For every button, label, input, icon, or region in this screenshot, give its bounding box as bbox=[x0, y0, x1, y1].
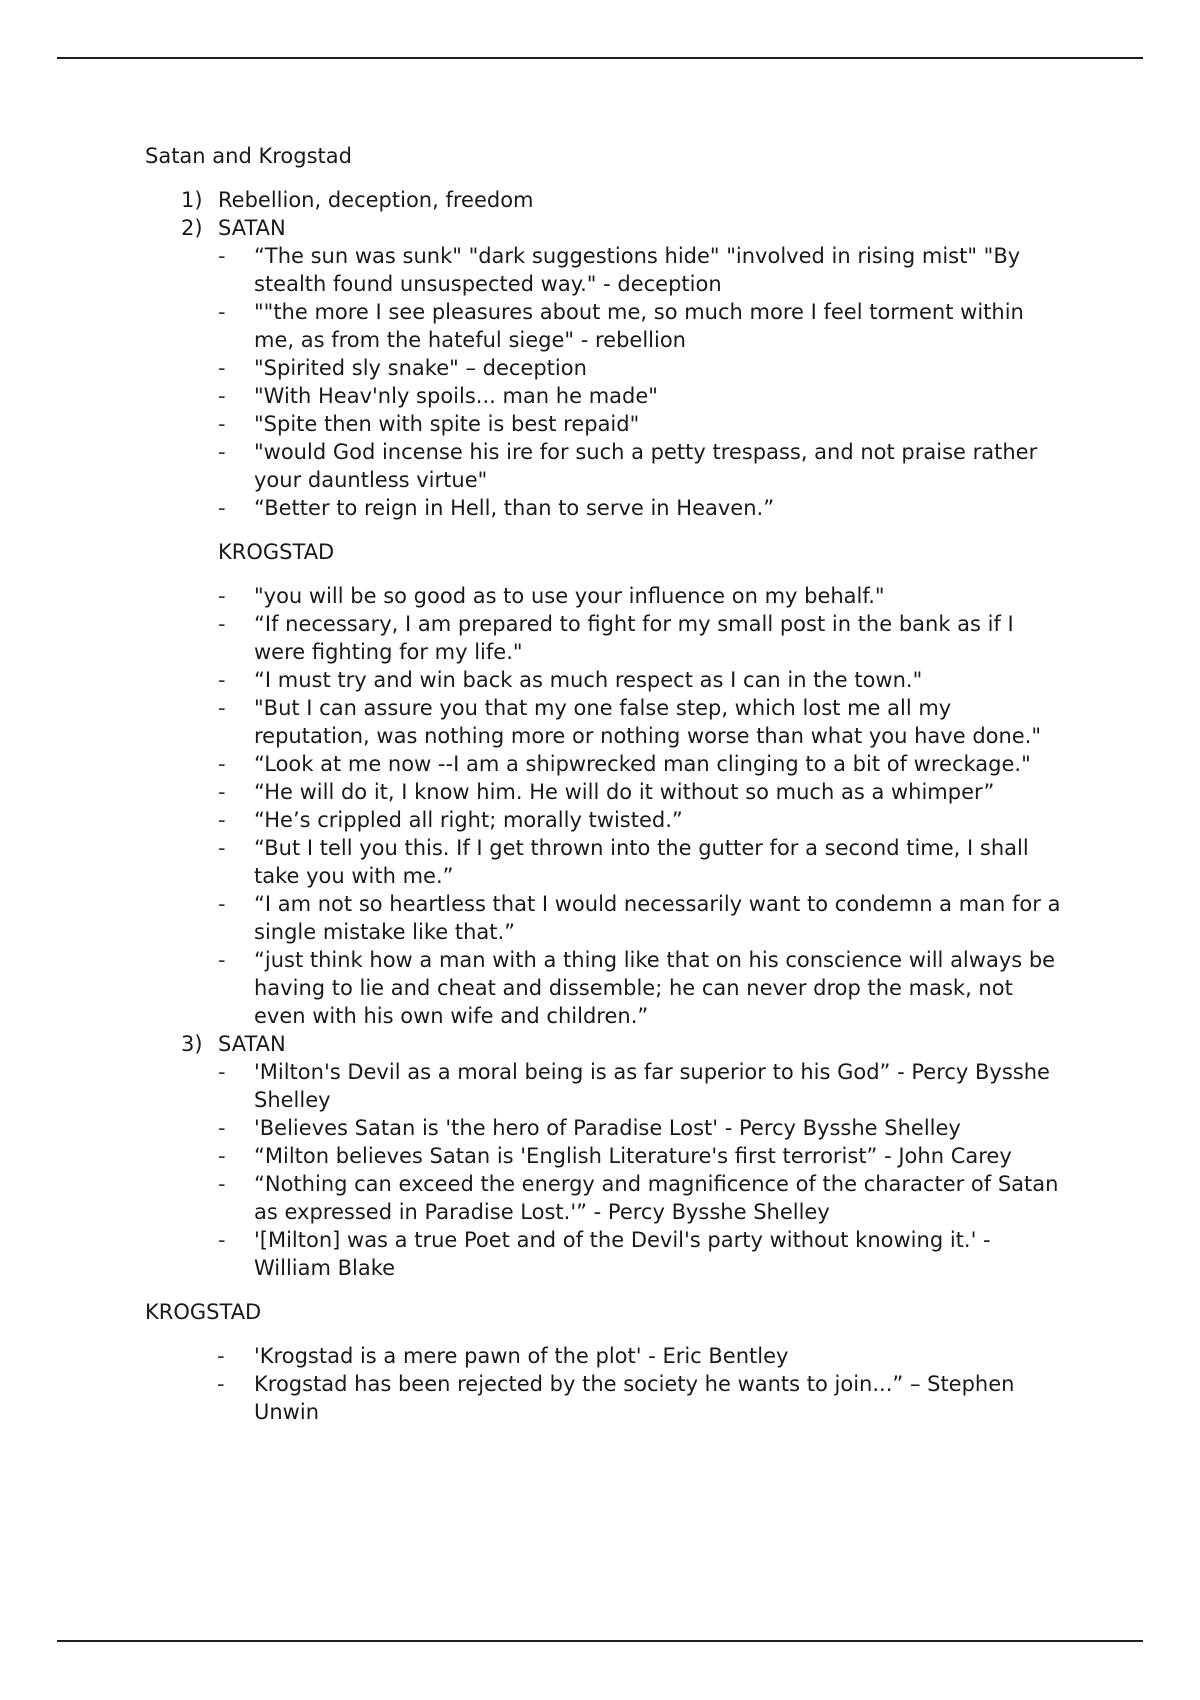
list-item bbox=[218, 1170, 1065, 1226]
bullet-dash: - bbox=[218, 496, 226, 520]
krogstad-subheading: KROGSTAD bbox=[218, 540, 335, 564]
list-item bbox=[218, 1058, 1065, 1114]
list-item bbox=[218, 494, 1065, 522]
list-item bbox=[218, 410, 1065, 438]
list-item bbox=[218, 438, 1065, 494]
list-item bbox=[218, 610, 1065, 666]
item-number: 2) bbox=[181, 216, 203, 240]
list-item-text: "But I can assure you that my one false step, which lost me all my reputation, was nothing more or nothing worse than what you have done." bbox=[254, 696, 1042, 748]
list-item bbox=[218, 946, 1065, 1030]
document-body bbox=[145, 142, 1065, 1426]
list-item-text: “The sun was sunk" "dark suggestions hide" "involved in rising mist" "By stealth found unsuspected way." - deception bbox=[254, 244, 1021, 296]
document-title: Satan and Krogstad bbox=[145, 144, 352, 168]
bullet-dash: - bbox=[218, 808, 226, 832]
list-item bbox=[218, 750, 1065, 778]
list-item-text: '[Milton] was a true Poet and of the Devil's party without knowing it.' - William Blake bbox=[254, 1228, 991, 1280]
bullet-dash: - bbox=[218, 384, 226, 408]
bullet-dash: - bbox=[218, 356, 226, 380]
list-item-text: “He will do it, I know him. He will do it without so much as a whimper” bbox=[254, 780, 995, 804]
list-item-text: “But I tell you this. If I get thrown into the gutter for a second time, I shall take you with me.” bbox=[254, 836, 1029, 888]
list-item-text: "you will be so good as to use your influence on my behalf." bbox=[254, 584, 885, 608]
list-item-text: “Milton believes Satan is 'English Literature's first terrorist” - John Carey bbox=[254, 1144, 1012, 1168]
list-item-text: “I am not so heartless that I would necessarily want to condemn a man for a single mistake like that.” bbox=[254, 892, 1061, 944]
list-item bbox=[218, 298, 1065, 354]
bullet-dash: - bbox=[218, 948, 226, 972]
bottom-rule bbox=[57, 1640, 1143, 1642]
bullet-dash: - bbox=[218, 1060, 226, 1084]
list-item-text: "With Heav'nly spoils... man he made" bbox=[254, 384, 658, 408]
bullet-dash: - bbox=[218, 1144, 226, 1168]
bullet-dash: - bbox=[218, 440, 226, 464]
list-item bbox=[218, 242, 1065, 298]
list-item-text: “If necessary, I am prepared to fight for my small post in the bank as if I were fighting for my life." bbox=[254, 612, 1014, 664]
list-item bbox=[218, 354, 1065, 382]
bullet-dash: - bbox=[218, 780, 226, 804]
list-item-text: “Nothing can exceed the energy and magnificence of the character of Satan as expressed in Paradise Lost.'” - Percy Bysshe Shelley bbox=[254, 1172, 1059, 1224]
top-rule bbox=[57, 57, 1143, 59]
list-item bbox=[218, 834, 1065, 890]
list-item-text: ""the more I see pleasures about me, so much more I feel torment within me, as from the hateful siege" - rebellion bbox=[254, 300, 1024, 352]
bullet-dash: - bbox=[217, 1344, 225, 1368]
list-item bbox=[218, 382, 1065, 410]
list-item bbox=[218, 694, 1065, 750]
item-number: 1) bbox=[181, 188, 203, 212]
bullet-dash: - bbox=[218, 696, 226, 720]
bullet-dash: - bbox=[218, 1116, 226, 1140]
list-item-text: 'Krogstad is a mere pawn of the plot' - Eric Bentley bbox=[254, 1344, 789, 1368]
bullet-dash: - bbox=[218, 1172, 226, 1196]
list-item-text: 'Believes Satan is 'the hero of Paradise Lost' - Percy Bysshe Shelley bbox=[254, 1116, 961, 1140]
bullet-dash: - bbox=[218, 1228, 226, 1252]
list-item-text: “I must try and win back as much respect as I can in the town." bbox=[254, 668, 923, 692]
list-item bbox=[218, 806, 1065, 834]
list-item-text: “He’s crippled all right; morally twisted.” bbox=[254, 808, 683, 832]
list-item-text: "Spite then with spite is best repaid" bbox=[254, 412, 640, 436]
item-text: SATAN bbox=[218, 1032, 286, 1056]
krogstad-critics-heading: KROGSTAD bbox=[145, 1300, 262, 1324]
list-item bbox=[218, 666, 1065, 694]
numbered-item-2 bbox=[145, 214, 1065, 1030]
bullet-dash: - bbox=[217, 1372, 225, 1396]
list-item-text: Krogstad has been rejected by the society he wants to join...” – Stephen Unwin bbox=[254, 1372, 1015, 1424]
krogstad-quotes-list bbox=[218, 582, 1065, 1030]
list-item bbox=[218, 582, 1065, 610]
bullet-dash: - bbox=[218, 612, 226, 636]
list-item bbox=[218, 1226, 1065, 1282]
list-item bbox=[218, 890, 1065, 946]
list-item-text: “just think how a man with a thing like that on his conscience will always be having to lie and cheat and dissemble; he can never drop the mask, not even with his own wife and children.” bbox=[254, 948, 1056, 1028]
numbered-item-3 bbox=[145, 1030, 1065, 1282]
satan-quotes-list bbox=[218, 242, 1065, 522]
numbered-item-1 bbox=[145, 186, 1065, 214]
bullet-dash: - bbox=[218, 836, 226, 860]
list-item bbox=[218, 1142, 1065, 1170]
list-item-text: “Look at me now --I am a shipwrecked man clinging to a bit of wreckage." bbox=[254, 752, 1031, 776]
bullet-dash: - bbox=[218, 584, 226, 608]
list-item-text: "Spirited sly snake" – deception bbox=[254, 356, 587, 380]
item-text: Rebellion, deception, freedom bbox=[218, 188, 534, 212]
list-item bbox=[145, 1342, 1065, 1370]
item-number: 3) bbox=[181, 1032, 203, 1056]
bullet-dash: - bbox=[218, 300, 226, 324]
bullet-dash: - bbox=[218, 668, 226, 692]
list-item bbox=[218, 778, 1065, 806]
item-text: SATAN bbox=[218, 216, 286, 240]
list-item-text: “Better to reign in Hell, than to serve in Heaven.” bbox=[254, 496, 775, 520]
list-item bbox=[145, 1370, 1065, 1426]
satan-critics-list bbox=[218, 1058, 1065, 1282]
bullet-dash: - bbox=[218, 244, 226, 268]
list-item bbox=[218, 1114, 1065, 1142]
list-item-text: "would God incense his ire for such a petty trespass, and not praise rather your dauntless virtue" bbox=[254, 440, 1038, 492]
krogstad-critics-list bbox=[145, 1342, 1065, 1426]
bullet-dash: - bbox=[218, 892, 226, 916]
list-item-text: 'Milton's Devil as a moral being is as far superior to his God” - Percy Bysshe Shelley bbox=[254, 1060, 1050, 1112]
bullet-dash: - bbox=[218, 752, 226, 776]
bullet-dash: - bbox=[218, 412, 226, 436]
